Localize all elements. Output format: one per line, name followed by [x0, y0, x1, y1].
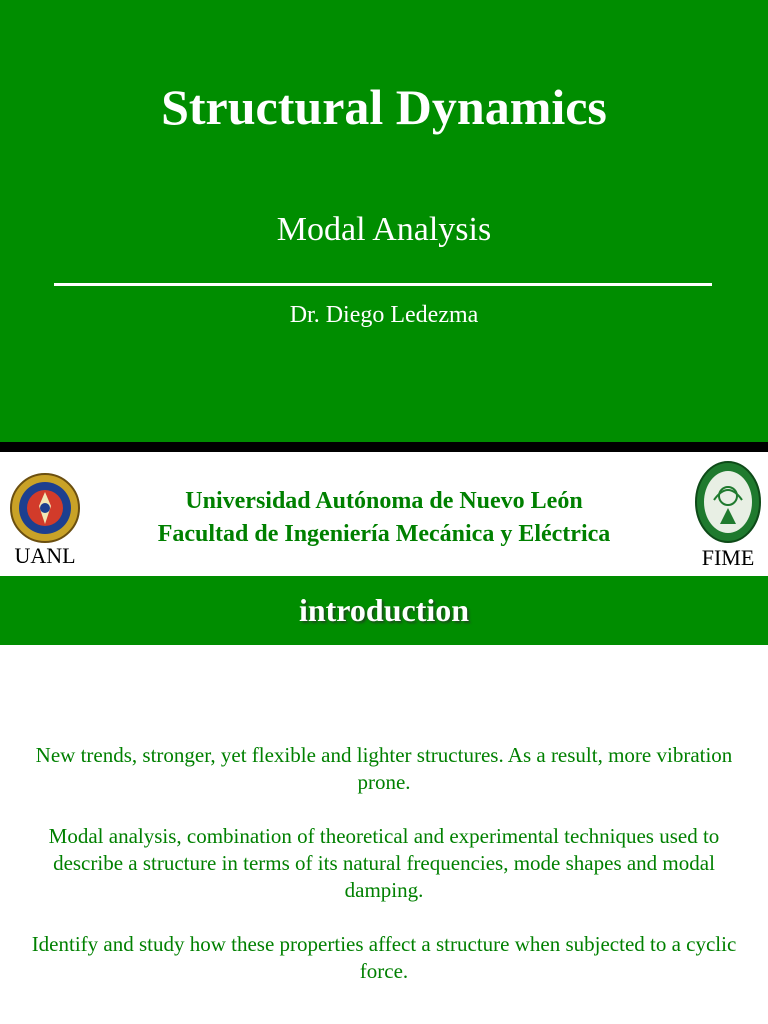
title-slide — [0, 0, 768, 442]
institution-names — [100, 485, 668, 551]
faculty-name: Facultad de Ingeniería Mecánica y Eléctrica — [157, 521, 611, 547]
section-title: introduction — [298, 592, 470, 628]
slide-divider — [0, 442, 768, 452]
fime-label: FIME — [701, 545, 755, 570]
content-body — [14, 742, 754, 1012]
slide-title: Structural Dynamics — [161, 79, 607, 135]
uanl-logo — [6, 472, 84, 568]
author-name: Dr. Diego Ledezma — [289, 302, 479, 328]
university-name: Universidad Autónoma de Nuevo León — [185, 488, 583, 514]
fime-seal-icon — [692, 460, 764, 546]
paragraph: Identify and study how these properties affect a structure when subjected to a cyclic force. — [31, 932, 737, 983]
uanl-label: UANL — [14, 543, 76, 568]
slide-subtitle: Modal Analysis — [276, 211, 492, 248]
section-band — [0, 576, 768, 645]
paragraph: New trends, stronger, yet flexible and lighter structures. As a result, more vibration prone. — [35, 743, 733, 794]
title-rule — [54, 283, 712, 286]
paragraph: Modal analysis, combination of theoretical and experimental techniques used to describe a structure in terms of its natural frequencies, mode shapes and modal damping. — [48, 824, 720, 902]
uanl-seal-icon — [6, 472, 84, 544]
university-header — [0, 452, 768, 576]
fime-logo — [692, 460, 764, 570]
